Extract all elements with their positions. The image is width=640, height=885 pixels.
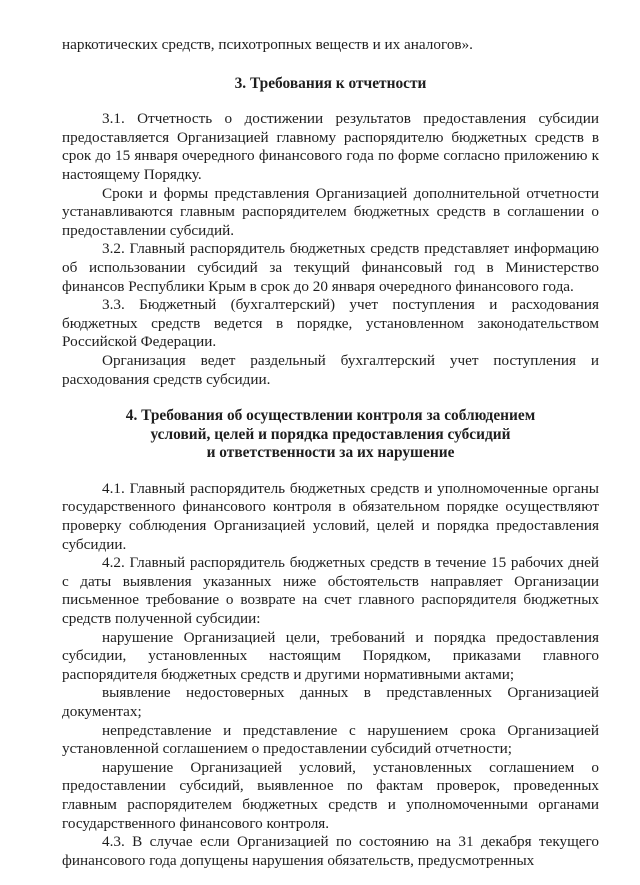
list-item-violation-of-conditions: нарушение Организацией условий, установленных соглашением о предоставлении субсидий, выявленное по фактам проверок, проведенных главным распорядителем бюджетных средств и уполномоченными органами государственного финансового контроля.: [62, 758, 599, 832]
paragraph-4-2: 4.2. Главный распорядитель бюджетных средств в течение 15 рабочих дней с даты выявления указанных ниже обстоятельств направляет Организации письменное требование о возврате на счет главного распорядителя бюджетных средств полученной субсидии:: [62, 554, 599, 628]
section-3-title: 3. Требования к отчетности: [234, 74, 427, 92]
section-4-title-line: условий, целей и порядка предоставления субсидий: [150, 425, 511, 443]
paragraph-3-3: 3.3. Бюджетный (бухгалтерский) учет поступления и расходования бюджетных средств ведется в порядке, установленном законодательством Российской Федерации.: [62, 296, 599, 351]
paragraph-3-1-additional: Сроки и формы представления Организацией дополнительной отчетности устанавливаются главным распорядителем бюджетных средств в соглашении о предоставлении субсидий.: [62, 184, 599, 239]
section-4-title: [62, 407, 599, 463]
list-item-violation-of-purpose: нарушение Организацией цели, требований и порядка предоставления субсидии, установленных настоящим Порядком, приказами главного распорядителя бюджетных средств и другими нормативными актами;: [62, 628, 599, 683]
paragraph-3-3-separate-accounting: Организация ведет раздельный бухгалтерский учет поступления и расходования средств субсидии.: [62, 351, 599, 388]
section-4-title-line: и ответственности за их нарушение: [206, 444, 455, 462]
paragraph-3-1: 3.1. Отчетность о достижении результатов предоставления субсидии предоставляется Организацией главному распорядителю бюджетных средств в срок до 15 января очередного финансового года по форме согласно приложению к настоящему Порядку.: [62, 110, 599, 183]
paragraph-4-3: 4.3. В случае если Организацией по состоянию на 31 декабря текущего финансового года допущены нарушения обязательств, предусмотренных: [62, 833, 599, 869]
lead-line: наркотических средств, психотропных веществ и их аналогов».: [62, 36, 473, 53]
list-item-late-reporting: непредставление и представление с нарушением срока Организацией установленной соглашением о предоставлении субсидий отчетности;: [62, 721, 599, 758]
document-page: [62, 36, 599, 870]
section-4-title-line: 4. Требования об осуществлении контроля за соблюдением: [125, 407, 536, 425]
paragraph-4-1: 4.1. Главный распорядитель бюджетных средств и уполномоченные органы государственного финансового контроля в обязательном порядке осуществляют проверку соблюдения Организацией условий, целей и порядка предоставления субсидии.: [62, 479, 599, 553]
list-item-unreliable-data: выявление недостоверных данных в представленных Организацией документах;: [62, 684, 599, 720]
paragraph-3-2: 3.2. Главный распорядитель бюджетных средств представляет информацию об использовании субсидий за текущий финансовый год в Министерство финансов Республики Крым в срок до 20 января очередного финансового года.: [62, 240, 599, 295]
